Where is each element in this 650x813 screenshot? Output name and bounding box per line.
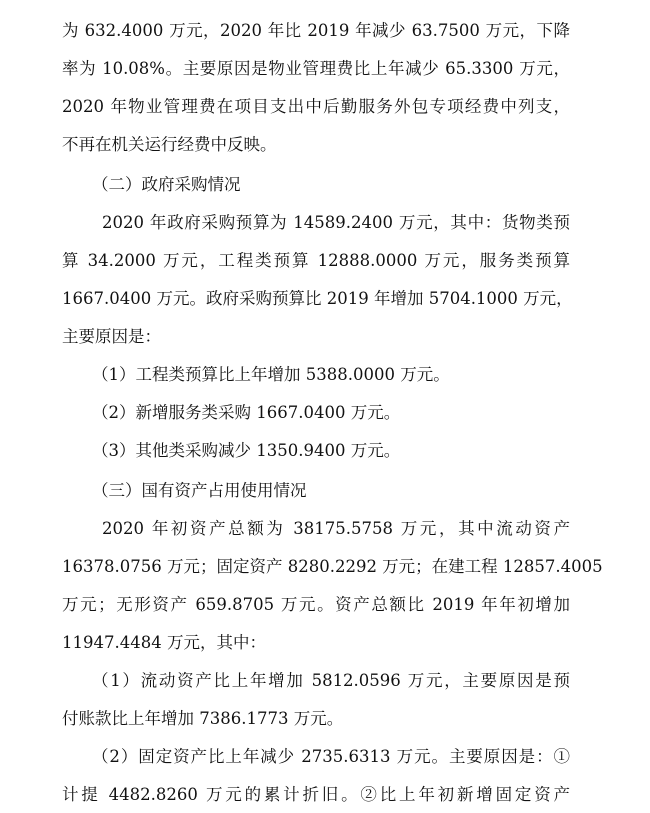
- paragraph-line: 11947.4484 万元，其中：: [62, 633, 266, 652]
- paragraph-line: 1667.0400 万元。政府采购预算比 2019 年增加 5704.1000 万元，: [62, 289, 573, 308]
- section-heading-procurement: （二）政府采购情况: [92, 175, 241, 194]
- paragraph-line: 2020 年物业管理费在项目支出中后勤服务外包专项经费中列支，: [62, 97, 570, 116]
- section-heading-state-assets: （三）国有资产占用使用情况: [92, 481, 307, 500]
- paragraph-line: 算 34.2000 万元，工程类预算 12888.0000 万元，服务类预算: [62, 251, 570, 270]
- list-item: （2）新增服务类采购 1667.0400 万元。: [92, 403, 401, 422]
- paragraph-line: 率为 10.08%。主要原因是物业管理费比上年减少 65.3300 万元，: [62, 59, 570, 78]
- paragraph-line: 为 632.4000 万元，2020 年比 2019 年减少 63.7500 万元，下降: [62, 21, 570, 40]
- paragraph-line: 计提 4482.8260 万元的累计折旧。②比上年初新增固定资产: [62, 785, 570, 804]
- paragraph-line: 付账款比上年增加 7386.1773 万元。: [62, 709, 344, 728]
- paragraph-line: 2020 年初资产总额为 38175.5758 万元，其中流动资产: [102, 519, 570, 538]
- list-item: （1）流动资产比上年增加 5812.0596 万元，主要原因是预: [92, 671, 570, 690]
- list-item: （2）固定资产比上年减少 2735.6313 万元。主要原因是：①: [92, 747, 570, 766]
- list-item: （3）其他类采购减少 1350.9400 万元。: [92, 441, 401, 460]
- paragraph-line: 2020 年政府采购预算为 14589.2400 万元，其中：货物类预: [102, 213, 570, 232]
- list-item: （1）工程类预算比上年增加 5388.0000 万元。: [92, 365, 450, 384]
- paragraph-line: 不再在机关运行经费中反映。: [62, 135, 277, 154]
- paragraph-line: 万元；无形资产 659.8705 万元。资产总额比 2019 年年初增加: [62, 595, 570, 614]
- paragraph-line: 主要原因是：: [62, 327, 161, 346]
- paragraph-line: 16378.0756 万元；固定资产 8280.2292 万元；在建工程 12857.4005: [62, 557, 603, 576]
